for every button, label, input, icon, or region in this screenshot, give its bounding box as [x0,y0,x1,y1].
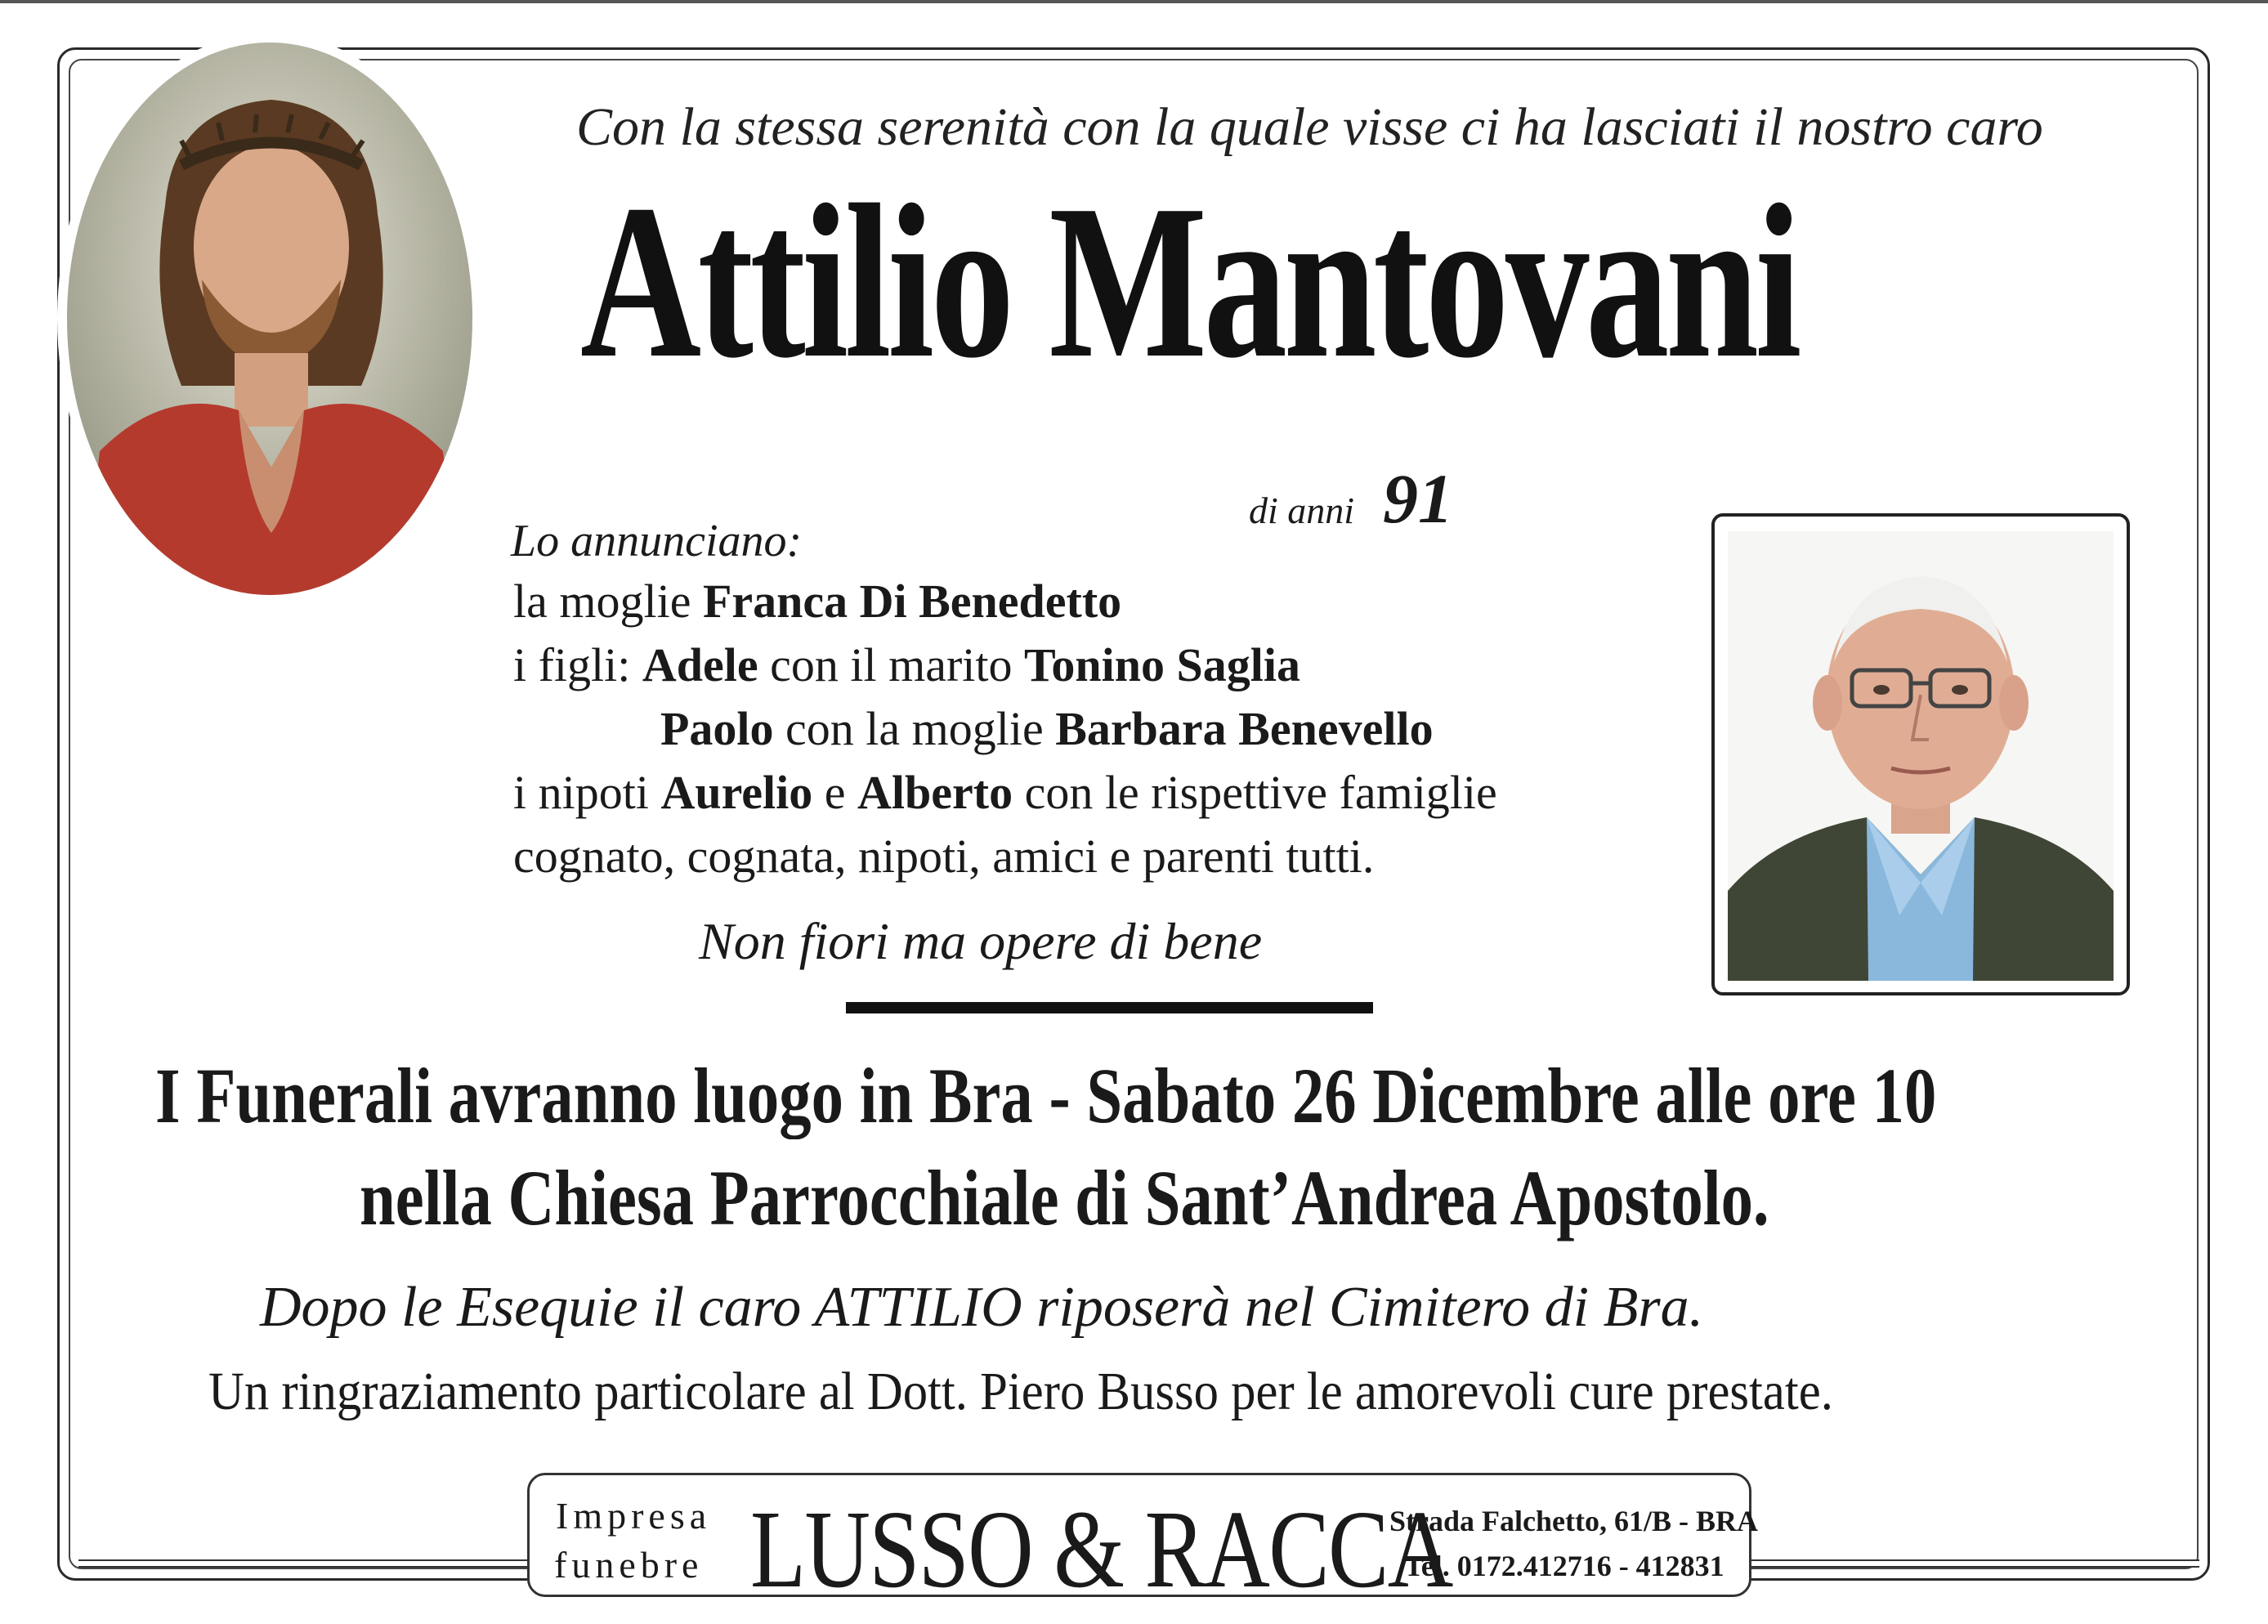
top-edge-line [0,0,2268,3]
footer-rule-right [1751,1559,2199,1568]
age-prefix: di anni [1249,490,1355,531]
religious-image-icon [67,43,472,595]
announcer-line-son [660,701,1434,756]
divider-bar [846,1002,1373,1013]
intro-text: Con la stessa serenità con la quale visse ci ha lasciati il nostro caro [576,97,2043,157]
funeral-home-phone: Tel. 0172.412716 - 412831 [1404,1550,1724,1582]
deceased-photo-icon [1728,531,2114,981]
no-flowers-note: Non fiori ma opere di bene [699,912,1263,970]
funeral-home-address: Strada Falchetto, 61/B - BRA [1389,1505,1758,1537]
announcer-line-grandchildren [513,765,1497,820]
person-name: Adele [642,638,758,691]
line-text: con il marito [758,638,1025,691]
person-name: Tonino Saglia [1024,638,1300,691]
person-name: Franca Di Benedetto [702,575,1122,628]
line-text: con le rispettive famiglie [1013,766,1497,819]
announcer-line-wife [513,574,1121,629]
person-name: Alberto [857,766,1013,819]
line-text: e [812,766,858,819]
person-name: Aurelio [660,766,813,819]
person-name: Barbara Benevello [1055,702,1434,755]
funeral-info-line-2: nella Chiesa Parrocchiale di Sant’Andrea Apostolo. [360,1154,1769,1241]
person-name: Paolo [660,702,774,755]
line-text: con la moglie [773,702,1056,755]
announcer-line-children [513,638,1300,692]
age-value: 91 [1383,459,1453,538]
announcer-line-relatives [513,829,1374,884]
line-text: i figli: [513,638,642,691]
funeral-info-line-1: I Funerali avranno luogo in Bra - Sabato 26 Dicembre alle ore 10 [155,1052,1937,1139]
line-text: cognato, cognata, nipoti, amici e parenti tutti. [513,830,1375,883]
footer-rule-left [78,1559,527,1568]
announcers-header: Lo annunciano: [511,516,803,566]
funebre-label: funebre [554,1544,704,1586]
deceased-name: Attilio Mantovani [580,159,1798,404]
thanks-note: Un ringraziamento particolare al Dott. Piero Busso per le amorevoli cure prestate. [208,1362,1833,1421]
line-text: i nipoti [513,766,661,819]
burial-note: Dopo le Esequie il caro ATTILIO riposerà nel Cimitero di Bra. [260,1276,1704,1339]
line-text: la moglie [513,575,703,628]
funeral-home-brand: LUSSO & RACCA [750,1488,1452,1611]
impresa-label: Impresa [556,1495,712,1537]
